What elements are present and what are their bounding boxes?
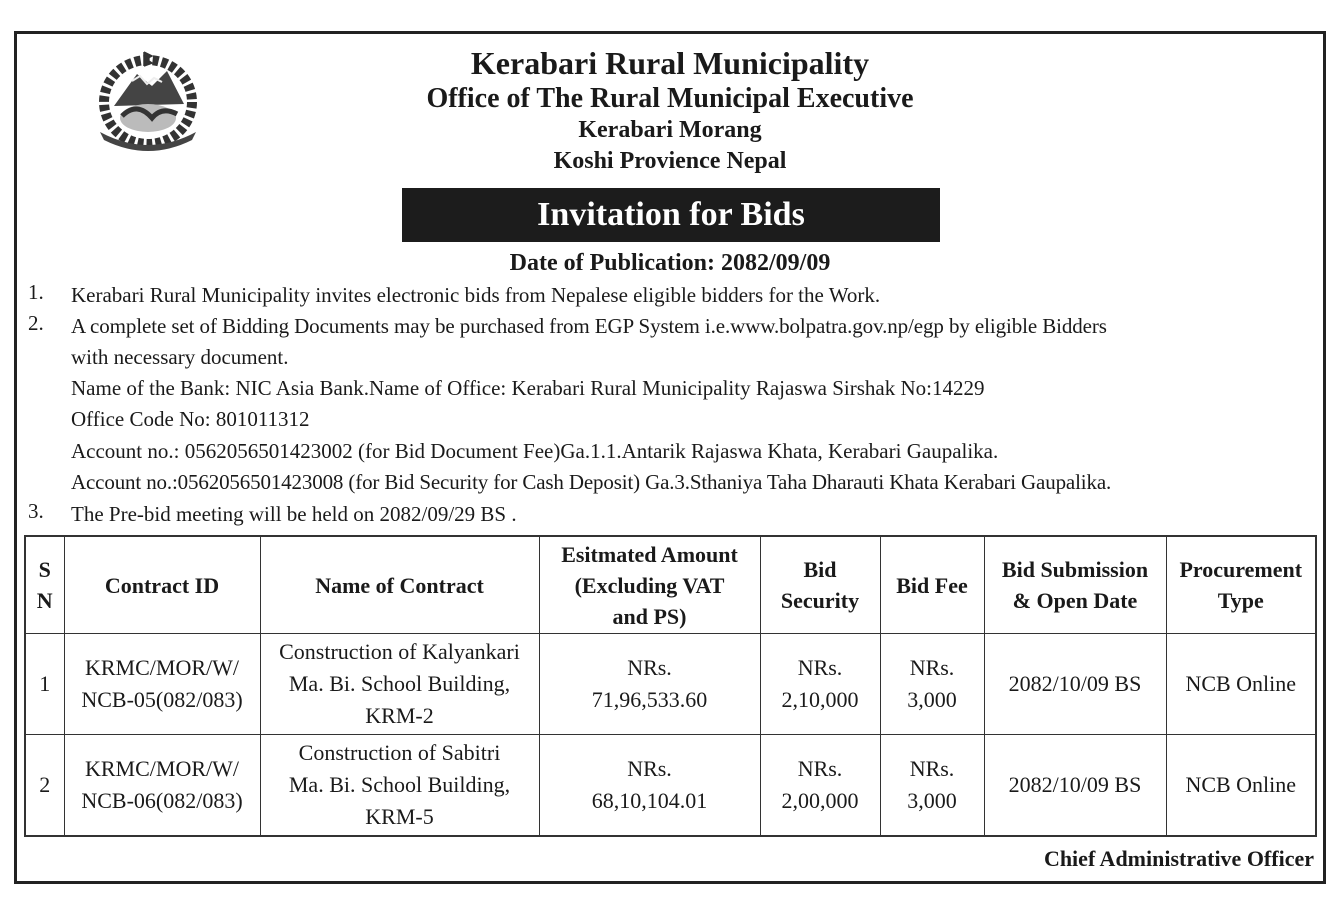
table-row xyxy=(25,634,1316,735)
item-number: 3. xyxy=(28,499,44,523)
location: Kerabari Morang xyxy=(578,117,762,143)
cell-contract-name: Construction of Sabitri Ma. Bi. School Building, KRM-5 xyxy=(260,735,539,837)
table-header-row xyxy=(25,536,1316,634)
cell-bid-security: NRs. 2,10,000 xyxy=(760,634,880,735)
cell-procurement-type: NCB Online xyxy=(1166,735,1316,837)
province: Koshi Provience Nepal xyxy=(553,148,787,174)
header-procurement-type: Procurement Type xyxy=(1166,536,1316,634)
publication-date: Date of Publication: 2082/09/09 xyxy=(509,250,831,276)
cell-procurement-type: NCB Online xyxy=(1166,634,1316,735)
cell-bid-fee: NRs. 3,000 xyxy=(880,735,984,837)
item-number: 2. xyxy=(28,311,44,335)
bank-details: Name of the Bank: NIC Asia Bank.Name of Office: Kerabari Rural Municipality Rajaswa Sirshak No:14229 xyxy=(71,376,985,400)
cell-contract-id: KRMC/MOR/W/ NCB-05(082/083) xyxy=(64,634,260,735)
cell-contract-name: Construction of Kalyankari Ma. Bi. School Building, KRM-2 xyxy=(260,634,539,735)
cell-estimated-amount: NRs. 71,96,533.60 xyxy=(539,634,760,735)
cell-submission-date: 2082/10/09 BS xyxy=(984,634,1166,735)
header-sn: S N xyxy=(25,536,64,634)
item-1-text: Kerabari Rural Municipality invites electronic bids from Nepalese eligible bidders for the Work. xyxy=(71,283,881,307)
table-row xyxy=(25,735,1316,837)
cell-bid-security: NRs. 2,00,000 xyxy=(760,735,880,837)
account-bid-security: Account no.:0562056501423008 (for Bid Security for Cash Deposit) Ga.3.Sthaniya Taha Dharauti Khata Kerabari Gaupalika. xyxy=(71,470,1112,494)
cell-estimated-amount: NRs. 68,10,104.01 xyxy=(539,735,760,837)
account-doc-fee: Account no.: 0562056501423002 (for Bid Document Fee)Ga.1.1.Antarik Rajaswa Khata, Kerabari Gaupalika. xyxy=(71,439,999,463)
item-2-line-2: with necessary document. xyxy=(71,345,289,369)
org-name: Kerabari Rural Municipality xyxy=(470,45,870,81)
cell-sn: 2 xyxy=(25,735,64,837)
office-code: Office Code No: 801011312 xyxy=(71,407,310,431)
item-3-text: The Pre-bid meeting will be held on 2082/09/29 BS . xyxy=(71,502,517,526)
office-name: Office of The Rural Municipal Executive xyxy=(426,83,914,114)
cell-sn: 1 xyxy=(25,634,64,735)
header-submission-date: Bid Submission & Open Date xyxy=(984,536,1166,634)
cell-submission-date: 2082/10/09 BS xyxy=(984,735,1166,837)
header-bid-security: Bid Security xyxy=(760,536,880,634)
item-2-line-1: A complete set of Bidding Documents may be purchased from EGP System i.e.www.bolpatra.gov.np/egp by eligible Bidders xyxy=(71,314,1107,338)
bids-table xyxy=(24,535,1317,837)
cell-contract-id: KRMC/MOR/W/ NCB-06(082/083) xyxy=(64,735,260,837)
item-number: 1. xyxy=(28,280,44,304)
header-bid-fee: Bid Fee xyxy=(880,536,984,634)
header-contract-id: Contract ID xyxy=(64,536,260,634)
signatory: Chief Administrative Officer xyxy=(1043,846,1314,871)
cell-bid-fee: NRs. 3,000 xyxy=(880,634,984,735)
header-estimated-amount: Esitmated Amount (Excluding VAT and PS) xyxy=(539,536,760,634)
notice-title-banner: Invitation for Bids xyxy=(402,188,940,242)
header-name-of-contract: Name of Contract xyxy=(260,536,539,634)
